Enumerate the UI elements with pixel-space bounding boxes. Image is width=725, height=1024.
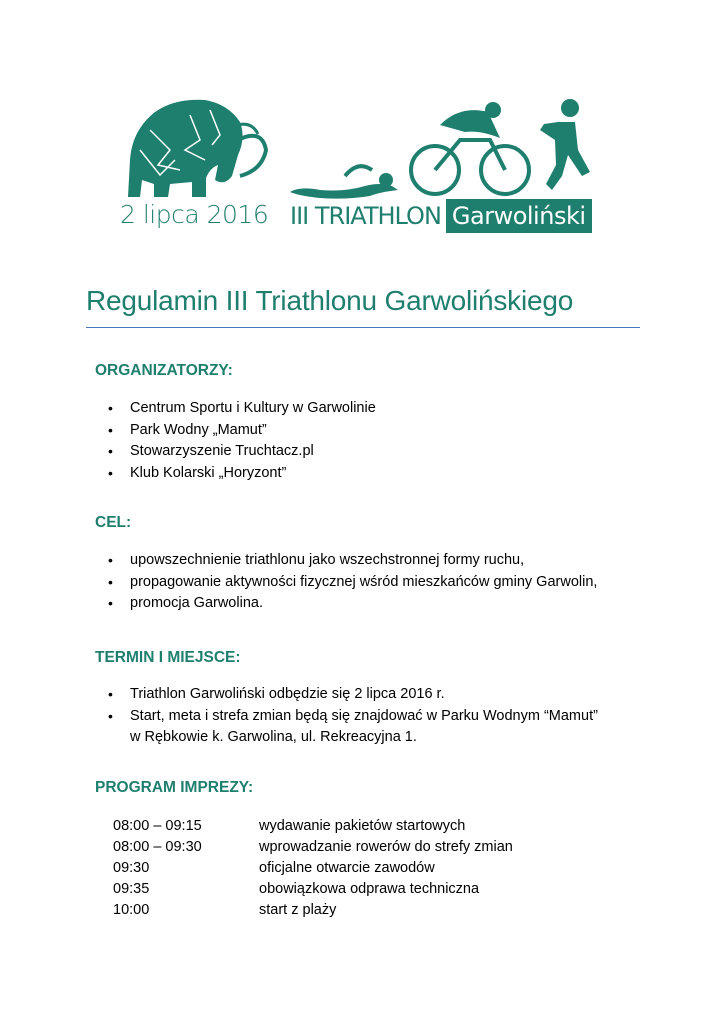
list-item: • Klub Kolarski „Horyzont” [0, 463, 376, 485]
organizers-list [0, 398, 376, 484]
title-divider [86, 327, 640, 328]
list-item: • Stowarzyszenie Truchtacz.pl [0, 441, 376, 463]
bullet-icon: • [108, 464, 113, 481]
bullet-icon: • [108, 400, 113, 416]
schedule-time: 08:00 – 09:30 [113, 839, 202, 855]
list-item: • upowszechnienie triathlonu jako wszechstronnej formy ruchu, [0, 550, 597, 572]
event-date: 2 lipca 2016 [120, 200, 269, 229]
schedule-row [113, 879, 513, 900]
goal-heading: CEL: [95, 514, 132, 531]
swimmer-icon [290, 166, 398, 199]
schedule-row [113, 816, 513, 837]
runner-icon [540, 99, 590, 190]
schedule-desc: oficjalne otwarcie zawodów [259, 860, 435, 876]
list-item: • Centrum Sportu i Kultury w Garwolinie [0, 398, 376, 420]
program-heading: PROGRAM IMPREZY: [95, 779, 254, 796]
schedule-desc: wydawanie pakietów startowych [259, 818, 466, 834]
schedule-time: 08:00 – 09:15 [113, 818, 202, 834]
list-item: • Triathlon Garwoliński odbędzie się 2 lipca 2016 r. [0, 684, 598, 706]
list-item: • propagowanie aktywności fizycznej wśród mieszkańców gminy Garwolin, [0, 572, 597, 594]
list-item-continuation: w Rębkowie k. Garwolina, ul. Rekreacyjna 1. [130, 729, 417, 745]
event-title-city: Garwoliński [446, 199, 592, 233]
mammoth-logo-icon [128, 100, 266, 197]
bullet-icon: • [108, 707, 113, 724]
page-title: Regulamin III Triathlonu Garwolińskiego [86, 285, 574, 316]
schedule-desc: wprowadzanie rowerów do strefy zmian [259, 839, 513, 855]
list-item: • Start, meta i strefa zmian będą się znajdować w Parku Wodnym “Mamut” w Rębkowie k. Garwolina, ul. Rekreacyjna 1. [0, 706, 598, 749]
schedule-row [113, 858, 513, 879]
schedule-time: 09:30 [113, 860, 150, 876]
list-item: • Park Wodny „Mamut” [0, 420, 376, 442]
bullet-icon: • [108, 552, 113, 568]
time-place-heading: TERMIN I MIEJSCE: [95, 649, 241, 666]
bullet-icon: • [108, 421, 113, 438]
schedule-desc: start z plaży [259, 902, 337, 918]
program-schedule [113, 816, 513, 921]
list-item: • promocja Garwolina. [0, 593, 597, 615]
bullet-icon: • [108, 686, 113, 702]
organizers-heading: ORGANIZATORZY: [95, 362, 233, 379]
schedule-time: 10:00 [113, 902, 150, 918]
cyclist-icon [411, 102, 529, 194]
bullet-icon: • [108, 595, 113, 611]
event-title [290, 199, 592, 233]
schedule-row [113, 837, 513, 858]
schedule-time: 09:35 [113, 881, 150, 897]
time-place-list [0, 684, 598, 749]
bullet-icon: • [108, 573, 113, 590]
header-logos [0, 0, 725, 250]
bullet-icon: • [108, 443, 113, 459]
schedule-desc: obowiązkowa odprawa techniczna [259, 881, 480, 897]
schedule-row [113, 900, 513, 921]
goal-list [0, 550, 597, 615]
event-title-prefix: III TRIATHLON [290, 202, 441, 230]
